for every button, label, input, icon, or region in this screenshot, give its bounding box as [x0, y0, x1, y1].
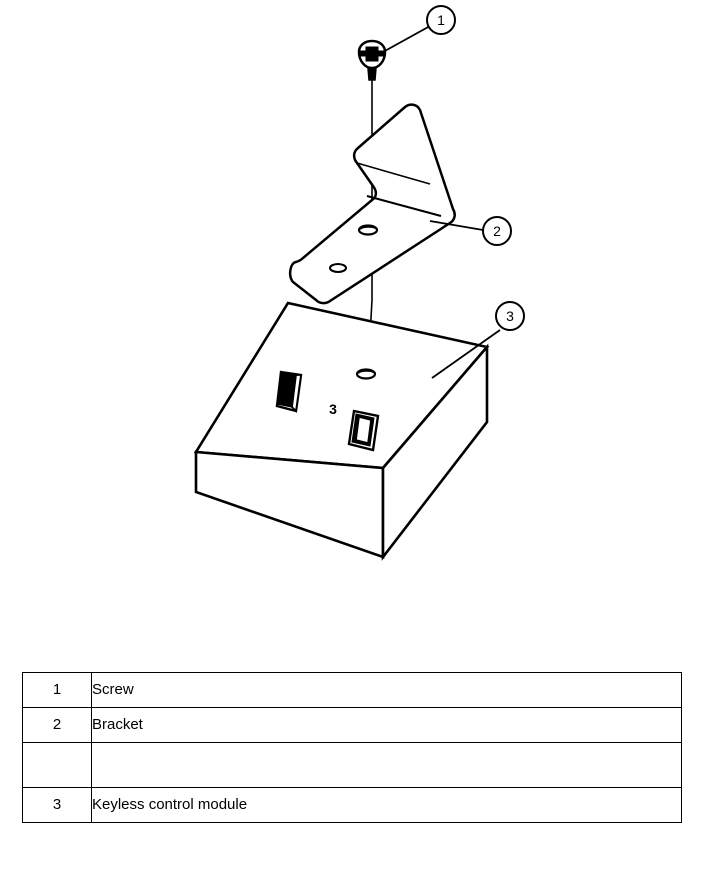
- callout-1-label: 1: [437, 12, 445, 28]
- table-row-empty: [23, 743, 682, 788]
- keyless-control-module-part: [196, 303, 487, 557]
- screw-part: [359, 41, 385, 80]
- callout-2-label: 2: [493, 223, 501, 239]
- part-number-cell: 2: [23, 708, 92, 743]
- part-description-cell: Keyless control module: [92, 788, 682, 823]
- parts-table-container: [22, 672, 682, 823]
- part-number-cell: [23, 743, 92, 788]
- bracket-part: [290, 105, 455, 304]
- parts-table: [22, 672, 682, 823]
- table-row: [23, 708, 682, 743]
- table-row: [23, 673, 682, 708]
- part-number-cell: 3: [23, 788, 92, 823]
- part-description-cell: Bracket: [92, 708, 682, 743]
- part-description-cell: [92, 743, 682, 788]
- table-row: [23, 788, 682, 823]
- callout-1: [383, 6, 455, 52]
- part-number-cell: 1: [23, 673, 92, 708]
- callout-3-label: 3: [506, 308, 514, 324]
- part-description-cell: Screw: [92, 673, 682, 708]
- module-body-marking: 3: [329, 401, 337, 417]
